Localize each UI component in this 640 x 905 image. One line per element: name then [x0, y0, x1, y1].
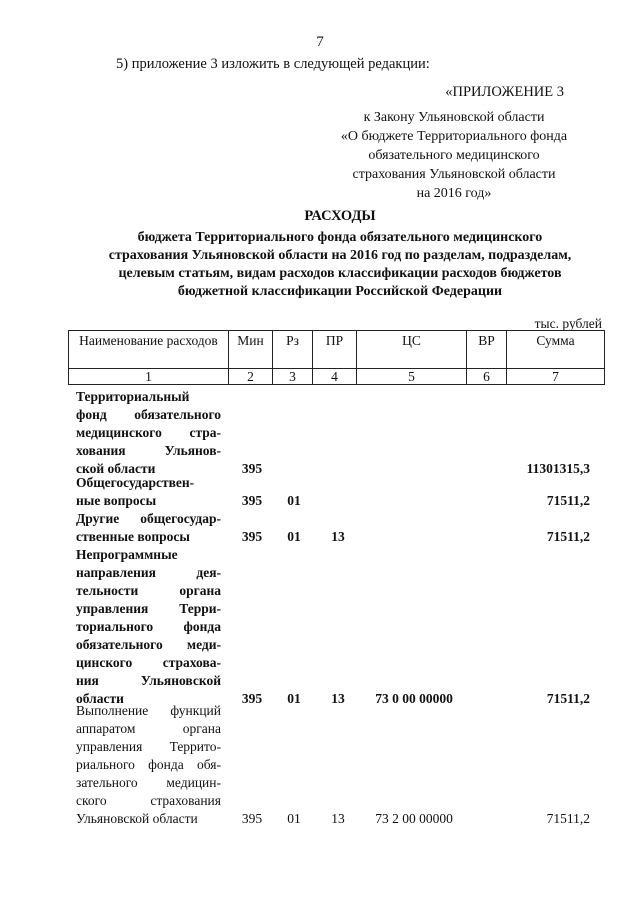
law-ref-line: к Закону Ульяновской области	[363, 110, 545, 125]
cell-pr: 13	[331, 811, 345, 826]
row-name-line: аппаратом органа	[76, 721, 221, 736]
subtitle-line: бюджетной классификации Российской Федерации	[177, 284, 503, 299]
row-name-line: риального фонда обя-	[76, 757, 221, 772]
row-name	[76, 546, 221, 708]
header-cs: ЦС	[357, 331, 467, 369]
row-name-line: цинского страхова-	[76, 655, 221, 670]
row-name-line: ской области	[76, 461, 156, 476]
cell-cs: 73 2 00 00000	[375, 811, 453, 826]
row-name-line: управления Терри-	[76, 601, 221, 616]
column-number: 2	[229, 369, 273, 385]
cell-min: 395	[241, 811, 263, 826]
cell-rz: 01	[287, 529, 301, 544]
subtitle-line: страхования Ульяновской области на 2016 год по разделам, подразделам,	[108, 248, 572, 263]
row-name-line: направления дея-	[76, 565, 221, 580]
intro-text: 5) приложение 3 изложить в следующей редакции:	[116, 56, 430, 72]
column-number: 4	[313, 369, 357, 385]
row-name	[76, 702, 221, 828]
cell-rz: 01	[287, 493, 301, 508]
law-ref-line: страхования Ульяновской области	[352, 167, 556, 182]
row-name-line: Непрограммные	[76, 547, 178, 562]
row-name-line: медицинского стра-	[76, 425, 221, 440]
cell-min: 395	[241, 461, 263, 476]
expenses-table-header	[68, 330, 605, 385]
row-name-line: Другие общегосудар-	[76, 511, 221, 526]
row-name-line: Ульяновской области	[76, 811, 198, 826]
cell-min: 395	[241, 529, 263, 544]
column-number: 3	[273, 369, 313, 385]
row-name-line: ные вопросы	[76, 493, 157, 508]
header-sum: Сумма	[507, 331, 605, 369]
header-min: Мин	[229, 331, 273, 369]
page-number: 7	[316, 34, 324, 50]
law-ref-line: на 2016 год»	[416, 186, 492, 201]
header-name: Наименование расходов	[69, 331, 229, 369]
cell-pr: 13	[331, 529, 345, 544]
subtitle-line: бюджета Территориального фонда обязательного медицинского	[137, 230, 543, 245]
law-ref-line: «О бюджете Территориального фонда	[340, 129, 568, 144]
row-name-line: ственные вопросы	[76, 529, 190, 544]
column-number: 5	[357, 369, 467, 385]
law-reference	[320, 108, 588, 203]
cell-rz: 01	[287, 691, 301, 706]
column-number-row	[69, 369, 605, 385]
cell-cs: 73 0 00 00000	[375, 691, 453, 706]
header-row	[69, 331, 605, 369]
cell-min: 395	[241, 493, 263, 508]
row-name-line: фонд обязательного	[76, 407, 221, 422]
appendix-title: «ПРИЛОЖЕНИЕ 3	[445, 84, 564, 100]
header-pr: ПР	[313, 331, 357, 369]
header-vr: ВР	[467, 331, 507, 369]
row-name	[76, 388, 221, 478]
document-subtitle	[82, 229, 598, 301]
row-name-line: ского страхования	[76, 793, 221, 808]
cell-sum: 71511,2	[546, 529, 590, 544]
cell-pr: 13	[331, 691, 345, 706]
column-number: 7	[507, 369, 605, 385]
row-name-line: ториального фонда	[76, 619, 221, 634]
row-name-line: Выполнение функций	[76, 703, 221, 718]
row-name-line: зательного медицин-	[76, 775, 221, 790]
cell-sum: 71511,2	[546, 811, 590, 826]
document-title: РАСХОДЫ	[304, 208, 376, 224]
unit-label: тыс. рублей	[534, 316, 602, 331]
subtitle-line: целевым статьям, видам расходов классификации расходов бюджетов	[118, 266, 562, 281]
row-name-line: Территориальный	[76, 389, 190, 404]
row-name-line: хования Ульянов-	[76, 443, 221, 458]
law-ref-line: обязательного медицинского	[368, 148, 540, 163]
cell-sum: 71511,2	[546, 691, 590, 706]
header-rz: Рз	[273, 331, 313, 369]
row-name-line: Общегосударствен-	[76, 475, 195, 490]
cell-rz: 01	[287, 811, 301, 826]
row-name	[76, 474, 221, 510]
row-name	[76, 510, 221, 546]
cell-min: 395	[241, 691, 263, 706]
row-name-line: тельности органа	[76, 583, 221, 598]
row-name-line: обязательного меди-	[76, 637, 221, 652]
cell-sum: 71511,2	[546, 493, 590, 508]
row-name-line: управления Террито-	[76, 739, 221, 754]
column-number: 1	[69, 369, 229, 385]
cell-sum: 11301315,3	[526, 461, 590, 476]
row-name-line: ния Ульяновской	[76, 673, 221, 688]
column-number: 6	[467, 369, 507, 385]
row-name-line: области	[76, 691, 124, 706]
